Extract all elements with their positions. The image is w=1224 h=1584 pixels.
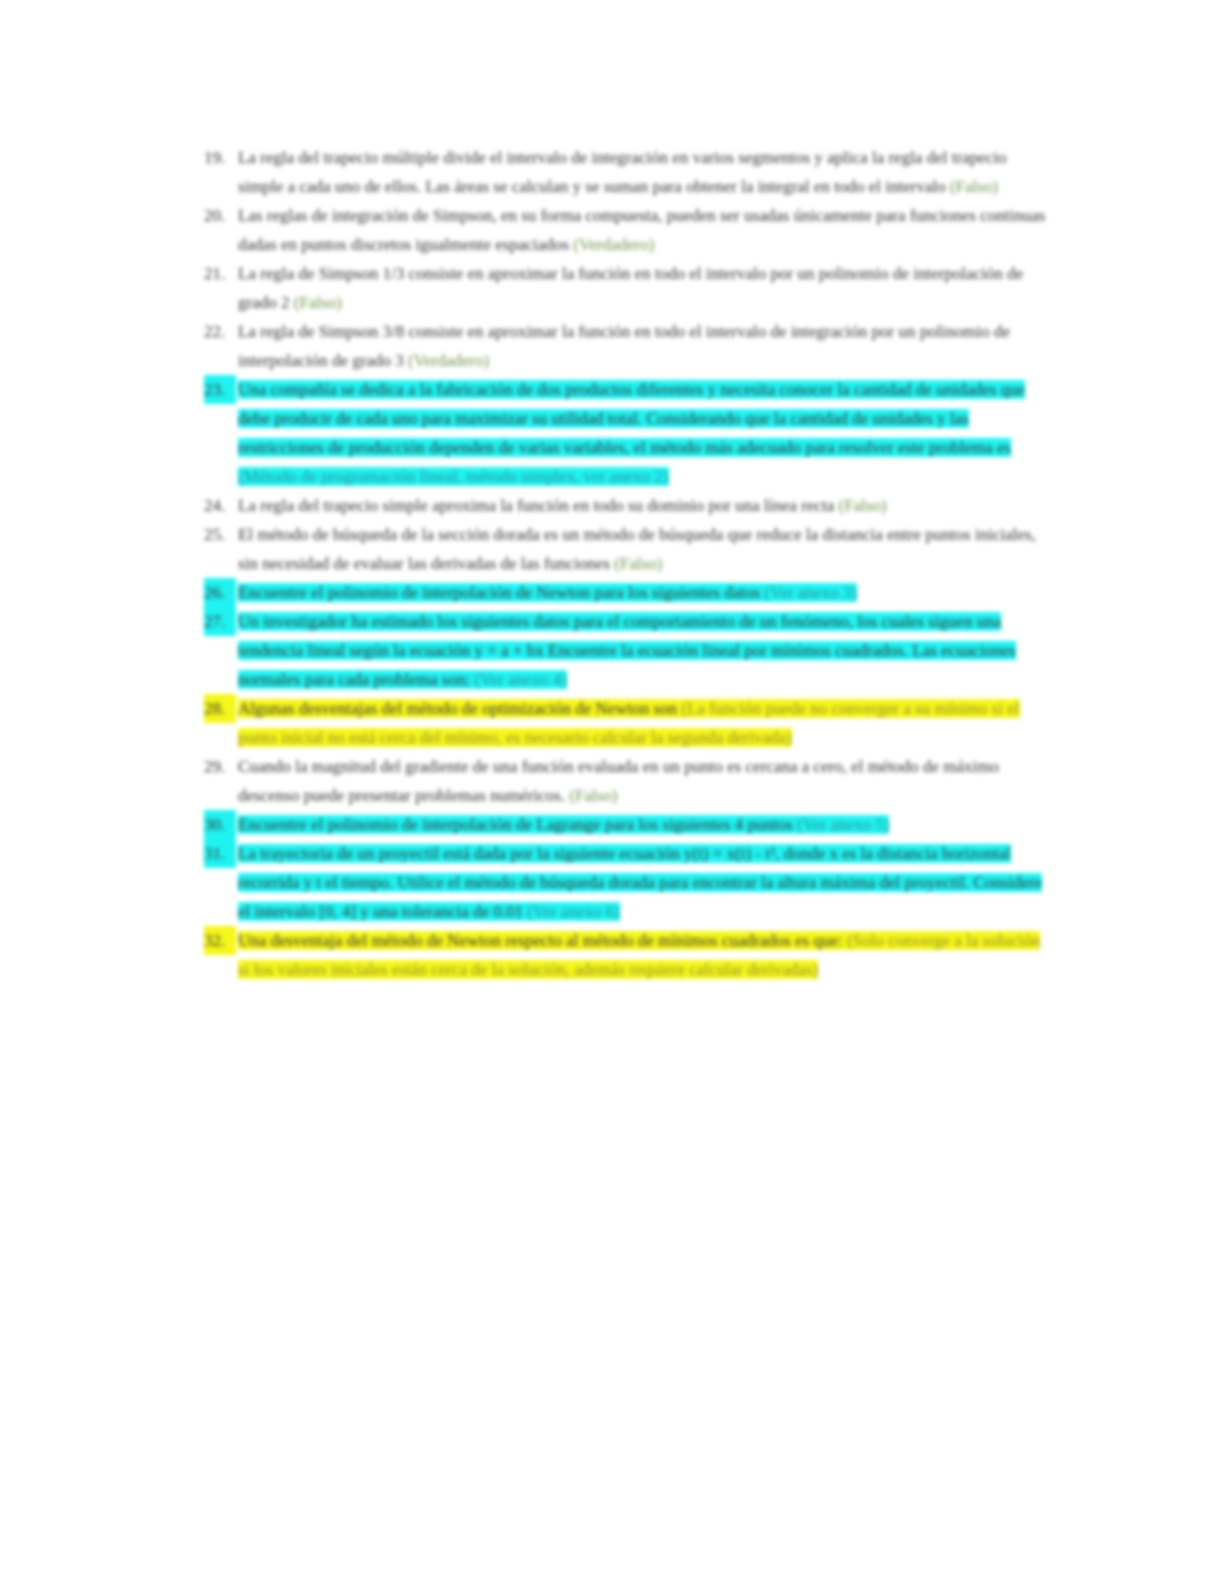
list-item-highlighted (204, 578, 1046, 607)
item-number: 29. (204, 757, 226, 776)
item-text: El método de búsqueda de la sección dorada es un método de búsqueda que reduce la distancia entre puntos iniciales, sin necesidad de evaluar las derivadas de las funciones (238, 525, 1036, 573)
list-item-highlighted (204, 607, 1046, 694)
item-answer: (Ver anexo 3) (764, 583, 857, 602)
item-number: 24. (204, 496, 226, 515)
item-text: Una compañía se dedica a la fabricación de dos productos diferentes y necesita conocer la cantidad de unidades que debe producir de cada uno para maximizar su utilidad total. Considerando que la cantidad de unidades y las restricciones de producción dependen de varias variables, el método más adecuado para resolver este problema es (238, 380, 1026, 457)
list-item (204, 520, 1046, 578)
item-answer: (Verdadero) (573, 235, 655, 254)
list-item-highlighted (204, 694, 1046, 752)
item-highlight (238, 583, 857, 602)
list-item (204, 259, 1046, 317)
item-number: 25. (204, 525, 226, 544)
list-item-highlighted (204, 926, 1046, 984)
item-number: 28. (204, 694, 236, 723)
item-number: 22. (204, 322, 226, 341)
item-highlight (238, 931, 1040, 979)
item-number: 19. (204, 148, 226, 167)
item-answer: (Método de programación lineal, método simplex, ver anexo 2) (238, 467, 669, 486)
item-text: Encuentre el polinomio de interpolación de Lagrange para los siguientes 4 puntos (238, 815, 793, 834)
item-number: 32. (204, 926, 236, 955)
item-answer: (Falso) (838, 496, 887, 515)
item-number: 23. (204, 375, 236, 404)
item-highlight (238, 815, 889, 834)
item-highlight (238, 699, 1020, 747)
item-text: La regla del trapecio simple aproxima la función en todo su dominio por una línea recta (238, 496, 835, 515)
list-item (204, 201, 1046, 259)
item-answer: (Solo converge a la solución si los valores iniciales están cerca de la solución, además requiere calcular derivadas) (238, 931, 1041, 979)
item-highlight (238, 380, 1025, 486)
item-text: Una desventaja del método de Newton respecto al método de mínimos cuadrados es que: (238, 931, 843, 950)
item-text: Encuentre el polinomio de interpolación de Newton para los siguientes datos (238, 583, 761, 602)
item-number: 30. (204, 810, 236, 839)
item-text: La regla de Simpson 3/8 consiste en aproximar la función en todo el intervalo de integración por un polinomio de interpolación de grado 3 (238, 322, 1010, 370)
item-text-continued: Encuentre la ecuación lineal por mínimos cuadrados. Las ecuaciones normales para cada problema son: (238, 641, 1016, 689)
item-highlight (238, 612, 1016, 689)
item-answer: (Falso) (569, 786, 618, 805)
list-item-highlighted (204, 839, 1046, 926)
item-number: 20. (204, 206, 226, 225)
list-item (204, 143, 1046, 201)
list-item-highlighted (204, 810, 1046, 839)
item-text: La regla del trapecio múltiple divide el intervalo de integración en varios segmentos y aplica la regla del trapecio simple a cada uno de ellos. Las áreas se calculan y se suman para obtener la integral en todo el intervalo (238, 148, 1007, 196)
item-number: 21. (204, 264, 226, 283)
item-text: Las reglas de integración de Simpson, en su forma compuesta, pueden ser usadas únicamente para funciones continuas dadas en puntos discretos igualmente espaciados (238, 206, 1046, 254)
item-answer: (Ver anexo 4) (474, 670, 568, 689)
item-answer: (Falso) (614, 554, 663, 573)
item-answer: (Falso) (293, 293, 342, 312)
item-answer: (Falso) (949, 177, 999, 196)
item-number: 26. (204, 578, 236, 607)
item-text: Un investigador ha estimado los siguientes datos para el comportamiento de un fenómeno, los cuales siguen una tendencia lineal según la ecuación y = a + bx (238, 612, 1002, 660)
item-answer: (La función puede no converger a su mínimo si el punto inicial no está cerca del mínimo, es necesario calcular la segunda derivada) (238, 699, 1020, 747)
list-item (204, 491, 1046, 520)
item-answer: (Ver anexo 5) (796, 815, 890, 834)
item-number: 27. (204, 607, 236, 636)
item-text: La trayectoria de un proyectil está dada por la siguiente ecuación y(t) = x(t) - t², donde x es la distancia horizontal recorrida y t el tiempo. Utilice el método de búsqueda dorada para encontrar la altura máxima del proyectil. Considere el intervalo [0, 4] y una tolerancia de 0.01 (238, 844, 1043, 921)
item-answer: (Verdadero) (407, 351, 490, 370)
list-item-highlighted (204, 375, 1046, 491)
item-highlight (238, 844, 1042, 921)
list-item (204, 317, 1046, 375)
item-text: La regla de Simpson 1/3 consiste en aproximar la función en todo el intervalo por un polinomio de interpolación de grado 2 (238, 264, 1024, 312)
item-text: Cuando la magnitud del gradiente de una función evaluada en un punto es cercana a cero, el método de máximo descenso puede presentar problemas numéricos. (238, 757, 999, 805)
list-item (204, 752, 1046, 810)
item-answer: (Ver anexo 6) (527, 902, 620, 921)
item-text: Algunas desventajas del método de optimización de Newton son (238, 699, 678, 718)
question-list (204, 143, 1046, 984)
item-number: 31. (204, 839, 236, 868)
